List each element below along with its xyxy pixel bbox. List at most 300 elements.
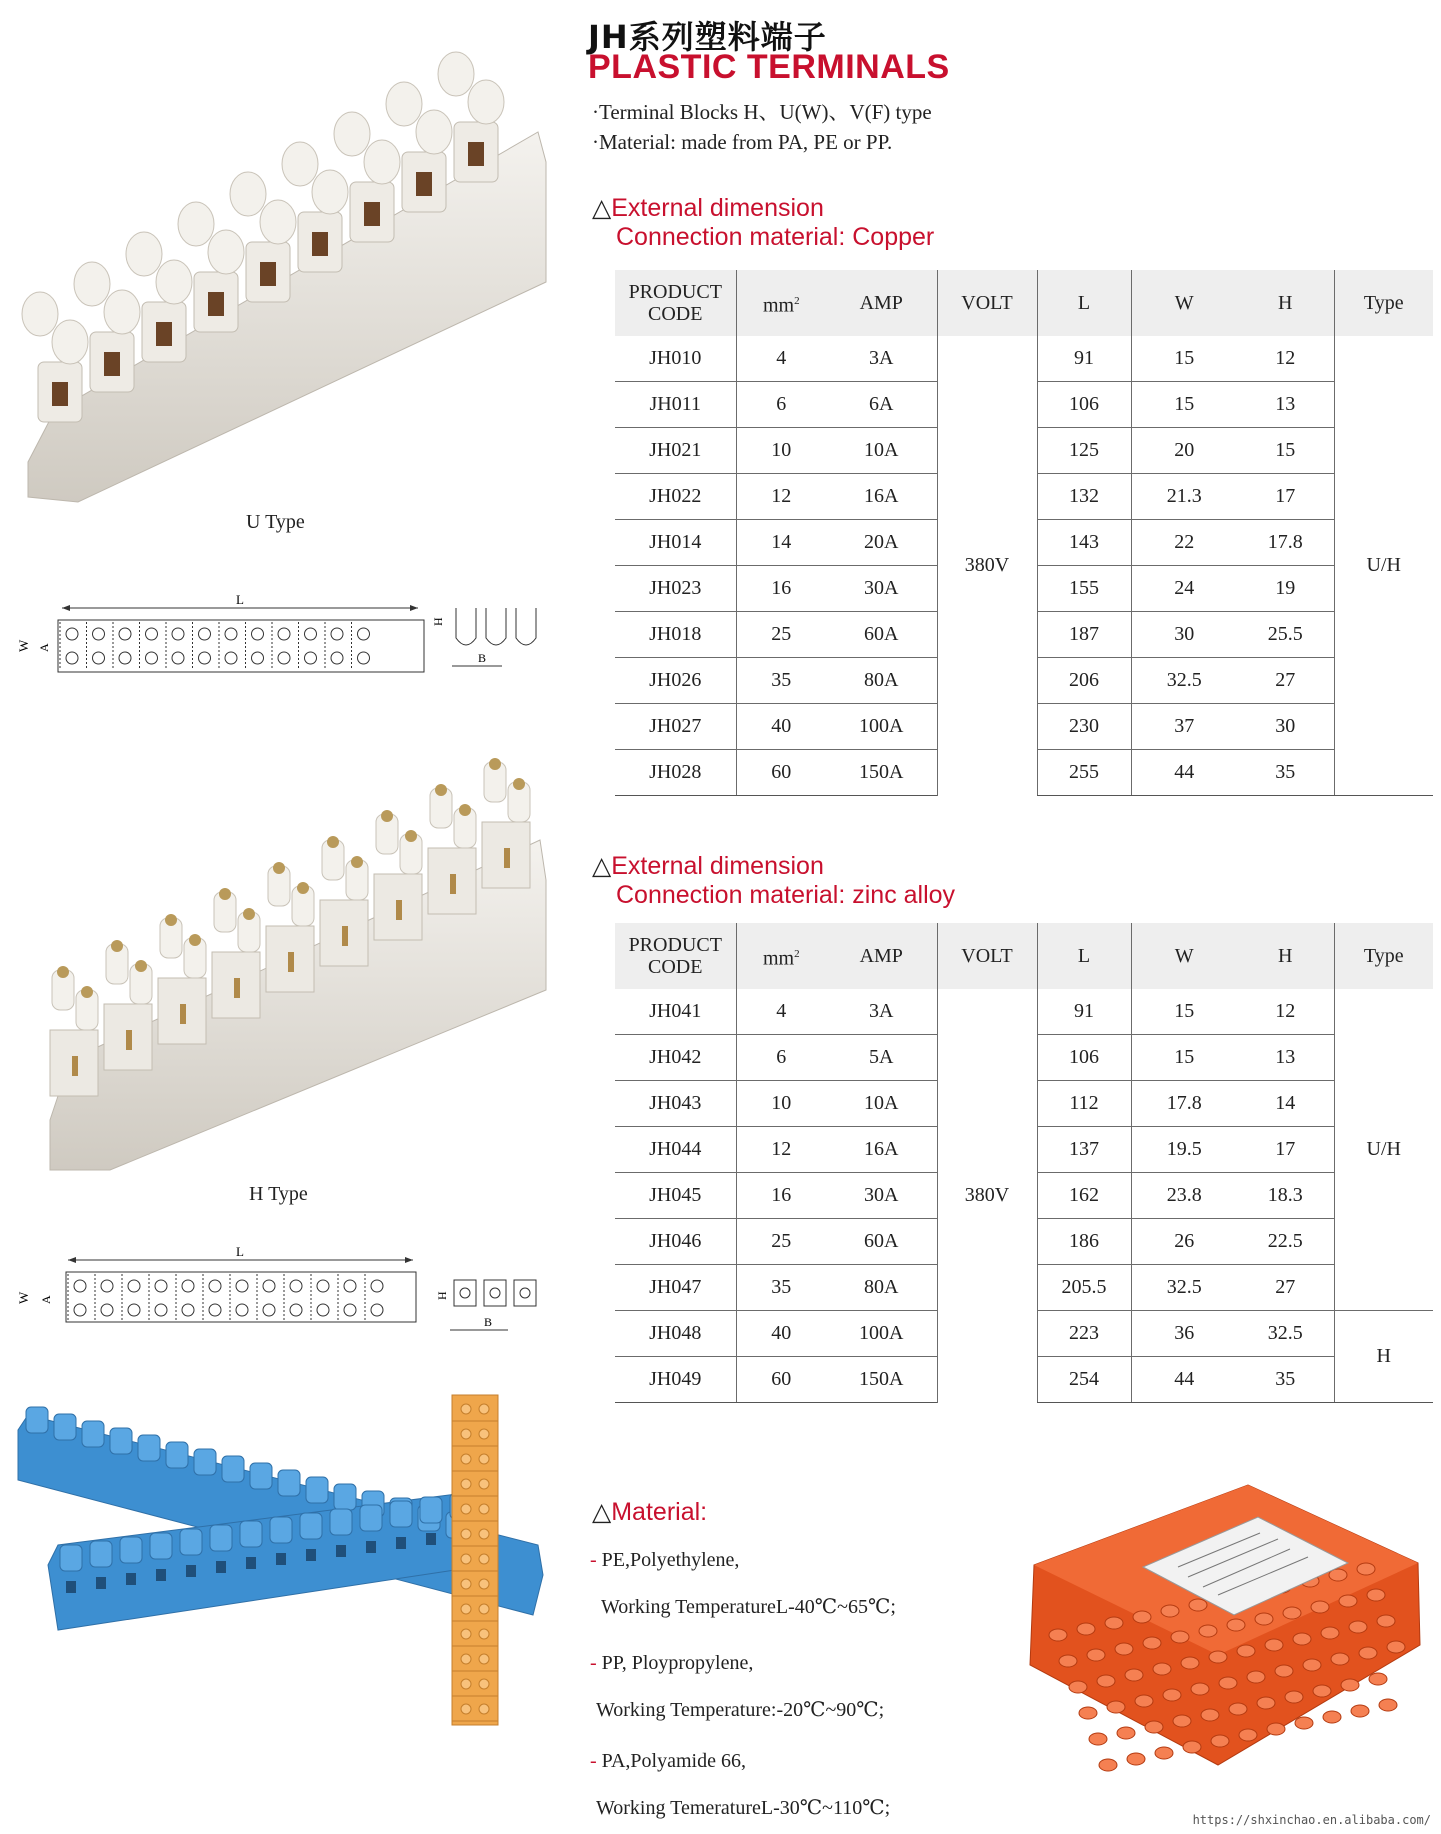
terminal-block — [180, 1529, 202, 1555]
dim-label-a: A — [37, 643, 51, 652]
terminal-bump — [1237, 1645, 1255, 1657]
cell-l: 162 — [1037, 1173, 1131, 1219]
header-h: H — [1237, 270, 1334, 336]
terminal-bump — [1275, 1665, 1293, 1677]
terminal-block — [60, 1545, 82, 1571]
cell-mm2: 40 — [736, 704, 826, 750]
cell-amp: 10A — [826, 428, 937, 474]
terminal-bump — [1229, 1703, 1247, 1715]
screw-head — [381, 810, 393, 822]
cell-amp: 3A — [826, 989, 937, 1035]
cell-mm2: 25 — [736, 612, 826, 658]
header-l: L — [1037, 270, 1131, 336]
terminal-bump — [1211, 1735, 1229, 1747]
wire-hole — [396, 1537, 406, 1549]
terminal-bump — [1097, 1675, 1115, 1687]
screw-head — [297, 882, 309, 894]
terminal-bump — [1227, 1619, 1245, 1631]
cell-code: JH011 — [615, 382, 736, 428]
screw-collar — [104, 290, 140, 334]
cell-amp: 100A — [826, 704, 937, 750]
terminal-bump — [1367, 1589, 1385, 1601]
cell-w: 36 — [1131, 1311, 1237, 1357]
terminal-bump — [1303, 1659, 1321, 1671]
cell-l: 206 — [1037, 658, 1131, 704]
wire-hole — [186, 1565, 196, 1577]
terminal-bump — [1155, 1747, 1173, 1759]
screw-collar — [461, 1704, 471, 1714]
cell-w: 15 — [1131, 989, 1237, 1035]
terminal-bump — [1331, 1653, 1349, 1665]
terminal-bump — [1145, 1721, 1163, 1733]
terminal-block — [270, 1517, 292, 1543]
dim-label-w: W — [16, 639, 31, 652]
terminal-bump — [1339, 1595, 1357, 1607]
watermark-url: https://shxinchao.en.alibaba.com/ — [1192, 1813, 1431, 1827]
wire-hole — [336, 1545, 346, 1557]
cell-l: 112 — [1037, 1081, 1131, 1127]
screw-collar — [461, 1679, 471, 1689]
material-title: Material: — [611, 1498, 708, 1526]
cell-l: 255 — [1037, 750, 1131, 796]
cell-h: 15 — [1237, 428, 1334, 474]
screw-collar — [461, 1479, 471, 1489]
terminal-block — [222, 1456, 244, 1482]
terminal-block — [26, 1407, 48, 1433]
terminal-bump — [1153, 1663, 1171, 1675]
terminal-bump — [1199, 1625, 1217, 1637]
u-type-caption: U Type — [246, 511, 305, 533]
screw-collar — [22, 292, 58, 336]
dim-label-h: H — [435, 1291, 449, 1300]
terminal-bump — [1127, 1753, 1145, 1765]
cell-h: 12 — [1237, 989, 1334, 1035]
cell-l: 106 — [1037, 382, 1131, 428]
cell-volt: 380V — [937, 336, 1037, 796]
table-header-row — [615, 270, 1433, 336]
screw-collar — [461, 1579, 471, 1589]
cell-amp: 5A — [826, 1035, 937, 1081]
terminal-block — [82, 1421, 104, 1447]
cell-code: JH021 — [615, 428, 736, 474]
cell-l: 91 — [1037, 989, 1131, 1035]
cell-amp: 80A — [826, 1265, 937, 1311]
screw-collar — [282, 142, 318, 186]
header-product-code: PRODUCT CODE — [615, 270, 736, 336]
table-body-copper — [615, 336, 1433, 796]
terminal-block — [110, 1428, 132, 1454]
cell-code: JH043 — [615, 1081, 736, 1127]
header-volt: VOLT — [937, 923, 1037, 989]
cell-l: 223 — [1037, 1311, 1131, 1357]
screw-collar — [479, 1529, 489, 1539]
material-pp-name: - PP, Ploypropylene, — [590, 1652, 754, 1674]
header-volt: VOLT — [937, 270, 1037, 336]
screw-collar — [178, 202, 214, 246]
screw-collar — [468, 80, 504, 124]
cell-h: 35 — [1237, 1357, 1334, 1403]
terminal-bump — [1077, 1623, 1095, 1635]
cell-mm2: 16 — [736, 566, 826, 612]
cell-code: JH027 — [615, 704, 736, 750]
terminal-bump — [1161, 1605, 1179, 1617]
screw-collar — [52, 320, 88, 364]
cell-h: 18.3 — [1237, 1173, 1334, 1219]
cell-l: 205.5 — [1037, 1265, 1131, 1311]
wire-hole — [450, 874, 456, 894]
cell-h: 19 — [1237, 566, 1334, 612]
header-mm2: $mm^2$ — [736, 270, 826, 336]
cell-l: 91 — [1037, 336, 1131, 382]
terminal-bump — [1087, 1649, 1105, 1661]
wire-hole — [276, 1553, 286, 1565]
wire-hole — [246, 1557, 256, 1569]
terminal-block — [150, 1533, 172, 1559]
terminal-block — [54, 1414, 76, 1440]
terminal-block — [334, 1484, 356, 1510]
wire-hole — [306, 1549, 316, 1561]
cell-type: H — [1334, 1311, 1433, 1403]
table-header-row — [615, 923, 1433, 989]
wire-hole — [180, 1004, 186, 1024]
cell-l: 187 — [1037, 612, 1131, 658]
terminal-bump — [1173, 1715, 1191, 1727]
terminal-block — [330, 1509, 352, 1535]
blue-orange-terminals-photo — [18, 1395, 548, 1725]
u-type-terminal-photo — [18, 112, 546, 502]
dim-label-b: B — [484, 1315, 493, 1329]
screw-collar — [126, 232, 162, 276]
terminal-block — [390, 1501, 412, 1527]
cell-code: JH046 — [615, 1219, 736, 1265]
terminal-bump — [1099, 1759, 1117, 1771]
table-row — [615, 336, 1433, 382]
terminal-bump — [1239, 1729, 1257, 1741]
cell-code: JH010 — [615, 336, 736, 382]
cell-type: U/H — [1334, 989, 1433, 1311]
terminal-block — [420, 1497, 442, 1523]
header-amp: AMP — [826, 270, 937, 336]
screw-collar — [461, 1554, 471, 1564]
wire-hole — [364, 202, 380, 226]
triangle-icon: △ — [592, 852, 612, 880]
dim-label-l: L — [236, 1244, 244, 1259]
cell-mm2: 25 — [736, 1219, 826, 1265]
wire-hole — [416, 172, 432, 196]
terminal-block — [138, 1435, 160, 1461]
screw-head — [243, 908, 255, 920]
screw-collar — [479, 1679, 489, 1689]
wire-hole — [72, 1056, 78, 1076]
cell-h: 17.8 — [1237, 520, 1334, 566]
cell-l: 132 — [1037, 474, 1131, 520]
screw-collar — [208, 230, 244, 274]
cell-w: 32.5 — [1131, 658, 1237, 704]
screw-head — [57, 966, 69, 978]
cell-h: 14 — [1237, 1081, 1334, 1127]
terminal-bump — [1369, 1673, 1387, 1685]
screw-collar — [479, 1629, 489, 1639]
cell-mm2: 40 — [736, 1311, 826, 1357]
wire-hole — [126, 1030, 132, 1050]
cell-w: 20 — [1131, 428, 1237, 474]
cell-w: 21.3 — [1131, 474, 1237, 520]
terminal-bump — [1255, 1613, 1273, 1625]
cell-amp: 20A — [826, 520, 937, 566]
terminal-bump — [1267, 1723, 1285, 1735]
triangle-icon: △ — [592, 1498, 612, 1526]
header-type: Type — [1334, 270, 1433, 336]
dim-label-l: L — [236, 592, 244, 607]
cell-amp: 6A — [826, 382, 937, 428]
terminal-block — [166, 1442, 188, 1468]
cell-volt: 380V — [937, 989, 1037, 1403]
dim-label-b: B — [478, 651, 487, 665]
cell-l: 155 — [1037, 566, 1131, 612]
terminal-bump — [1311, 1601, 1329, 1613]
terminal-block — [210, 1525, 232, 1551]
cell-h: 12 — [1237, 336, 1334, 382]
wire-hole — [366, 1541, 376, 1553]
header-mm2: $mm^2$ — [736, 923, 826, 989]
cell-mm2: 10 — [736, 428, 826, 474]
screw-collar — [364, 140, 400, 184]
cell-mm2: 12 — [736, 1127, 826, 1173]
spec-table-zinc — [615, 923, 1433, 1403]
dim-label-h: H — [431, 617, 445, 626]
cell-h: 13 — [1237, 382, 1334, 428]
header-w: W — [1131, 923, 1237, 989]
cell-type: U/H — [1334, 336, 1433, 796]
cell-w: 32.5 — [1131, 1265, 1237, 1311]
section-zinc-heading — [592, 852, 955, 910]
title-english: PLASTIC TERMINALS — [588, 48, 950, 86]
cell-amp: 60A — [826, 612, 937, 658]
cell-amp: 150A — [826, 750, 937, 796]
cell-mm2: 35 — [736, 658, 826, 704]
terminal-bump — [1133, 1611, 1151, 1623]
screw-collar — [461, 1654, 471, 1664]
wire-hole — [288, 952, 294, 972]
cell-l: 186 — [1037, 1219, 1131, 1265]
screw-collar — [479, 1504, 489, 1514]
screw-head — [405, 830, 417, 842]
cell-w: 15 — [1131, 336, 1237, 382]
terminal-bump — [1049, 1629, 1067, 1641]
screw-collar — [461, 1454, 471, 1464]
cell-code: JH023 — [615, 566, 736, 612]
wire-hole — [126, 1573, 136, 1585]
screw-collar — [156, 260, 192, 304]
wire-hole — [504, 848, 510, 868]
terminal-block — [90, 1541, 112, 1567]
cell-code: JH028 — [615, 750, 736, 796]
terminal-bump — [1219, 1677, 1237, 1689]
wire-hole — [52, 382, 68, 406]
cell-code: JH048 — [615, 1311, 736, 1357]
cell-l: 230 — [1037, 704, 1131, 750]
terminal-block — [250, 1463, 272, 1489]
cell-w: 37 — [1131, 704, 1237, 750]
screw-collar — [479, 1554, 489, 1564]
terminal-block — [300, 1513, 322, 1539]
cell-h: 27 — [1237, 1265, 1334, 1311]
cell-amp: 16A — [826, 1127, 937, 1173]
cell-h: 30 — [1237, 704, 1334, 750]
cell-w: 44 — [1131, 1357, 1237, 1403]
screw-collar — [479, 1404, 489, 1414]
cell-w: 15 — [1131, 1035, 1237, 1081]
cell-mm2: 10 — [736, 1081, 826, 1127]
terminal-bump — [1357, 1563, 1375, 1575]
terminal-bump — [1135, 1695, 1153, 1707]
screw-collar — [461, 1529, 471, 1539]
header-h: H — [1237, 923, 1334, 989]
wire-hole — [312, 232, 328, 256]
terminal-bump — [1293, 1633, 1311, 1645]
header-product-code: PRODUCT CODE — [615, 923, 736, 989]
wire-hole — [208, 292, 224, 316]
terminal-bump — [1209, 1651, 1227, 1663]
cell-mm2: 16 — [736, 1173, 826, 1219]
terminal-bump — [1183, 1741, 1201, 1753]
screw-collar — [479, 1654, 489, 1664]
terminal-bump — [1181, 1657, 1199, 1669]
wire-hole — [104, 352, 120, 376]
terminal-bump — [1125, 1669, 1143, 1681]
terminal-bump — [1105, 1617, 1123, 1629]
h-type-dimension-drawing — [18, 1240, 538, 1350]
cell-amp: 3A — [826, 336, 937, 382]
screw-head — [111, 940, 123, 952]
cell-l: 143 — [1037, 520, 1131, 566]
intro-line-material: ·Material: made from PA, PE or PP. — [592, 130, 893, 154]
wire-hole — [426, 1533, 436, 1545]
cell-h: 25.5 — [1237, 612, 1334, 658]
section-zinc-title: External dimension — [611, 852, 824, 880]
cell-w: 26 — [1131, 1219, 1237, 1265]
screw-collar — [479, 1429, 489, 1439]
screw-collar — [461, 1604, 471, 1614]
cell-mm2: 4 — [736, 989, 826, 1035]
cell-mm2: 12 — [736, 474, 826, 520]
cell-amp: 100A — [826, 1311, 937, 1357]
screw-collar — [312, 170, 348, 214]
cell-w: 23.8 — [1131, 1173, 1237, 1219]
terminal-bump — [1163, 1689, 1181, 1701]
wire-hole — [396, 900, 402, 920]
terminal-bump — [1171, 1631, 1189, 1643]
screw-head — [273, 862, 285, 874]
terminal-bump — [1295, 1717, 1313, 1729]
cell-w: 44 — [1131, 750, 1237, 796]
screw-head — [489, 758, 501, 770]
cell-code: JH044 — [615, 1127, 736, 1173]
wire-hole — [260, 262, 276, 286]
terminal-bump — [1079, 1707, 1097, 1719]
terminal-bump — [1107, 1701, 1125, 1713]
table-body-zinc — [615, 989, 1433, 1403]
screw-head — [459, 804, 471, 816]
terminal-bump — [1143, 1637, 1161, 1649]
cell-l: 125 — [1037, 428, 1131, 474]
terminal-block — [306, 1477, 328, 1503]
screw-collar — [479, 1604, 489, 1614]
cell-l: 254 — [1037, 1357, 1131, 1403]
cell-w: 17.8 — [1131, 1081, 1237, 1127]
cell-h: 35 — [1237, 750, 1334, 796]
screw-collar — [461, 1629, 471, 1639]
cell-mm2: 35 — [736, 1265, 826, 1311]
screw-collar — [438, 52, 474, 96]
cell-w: 15 — [1131, 382, 1237, 428]
section-copper-subtitle: Connection material: Copper — [616, 223, 935, 251]
cell-h: 13 — [1237, 1035, 1334, 1081]
terminal-bump — [1323, 1711, 1341, 1723]
material-pe-temp: Working TemperatureL-40℃~65℃; — [601, 1596, 896, 1618]
terminal-bump — [1201, 1709, 1219, 1721]
wire-hole — [96, 1577, 106, 1589]
screw-collar — [230, 172, 266, 216]
screw-head — [189, 934, 201, 946]
screw-collar — [416, 110, 452, 154]
terminal-block — [360, 1505, 382, 1531]
cell-h: 17 — [1237, 474, 1334, 520]
header-w: W — [1131, 270, 1237, 336]
terminal-bump — [1349, 1621, 1367, 1633]
terminal-bump — [1059, 1655, 1077, 1667]
screw-collar — [479, 1579, 489, 1589]
terminal-bump — [1189, 1599, 1207, 1611]
cell-code: JH026 — [615, 658, 736, 704]
section-copper-title: External dimension — [611, 194, 824, 222]
dim-label-a: A — [39, 1295, 53, 1304]
cell-h: 22.5 — [1237, 1219, 1334, 1265]
cell-amp: 10A — [826, 1081, 937, 1127]
terminal-bump — [1191, 1683, 1209, 1695]
cell-mm2: 14 — [736, 520, 826, 566]
screw-collar — [461, 1404, 471, 1414]
triangle-icon: △ — [592, 194, 612, 222]
cell-code: JH014 — [615, 520, 736, 566]
header-amp: AMP — [826, 923, 937, 989]
screw-head — [513, 778, 525, 790]
wire-hole — [234, 978, 240, 998]
screw-collar — [386, 82, 422, 126]
terminal-bump — [1341, 1679, 1359, 1691]
terminal-bump — [1265, 1639, 1283, 1651]
cell-amp: 60A — [826, 1219, 937, 1265]
screw-collar — [461, 1504, 471, 1514]
table-row — [615, 989, 1433, 1035]
cell-w: 22 — [1131, 520, 1237, 566]
section-zinc-subtitle: Connection material: zinc alloy — [616, 881, 956, 909]
cell-amp: 30A — [826, 1173, 937, 1219]
cell-code: JH049 — [615, 1357, 736, 1403]
cell-code: JH045 — [615, 1173, 736, 1219]
cell-mm2: 6 — [736, 1035, 826, 1081]
header-l: L — [1037, 923, 1131, 989]
terminal-bump — [1247, 1671, 1265, 1683]
cell-code: JH022 — [615, 474, 736, 520]
terminal-block — [120, 1537, 142, 1563]
wire-hole — [468, 142, 484, 166]
cell-amp: 30A — [826, 566, 937, 612]
material-pa-temp: Working TemeratureL-30℃~110℃; — [596, 1797, 891, 1819]
red-terminals-package-photo — [1028, 1475, 1424, 1773]
wire-hole — [342, 926, 348, 946]
cell-mm2: 60 — [736, 750, 826, 796]
